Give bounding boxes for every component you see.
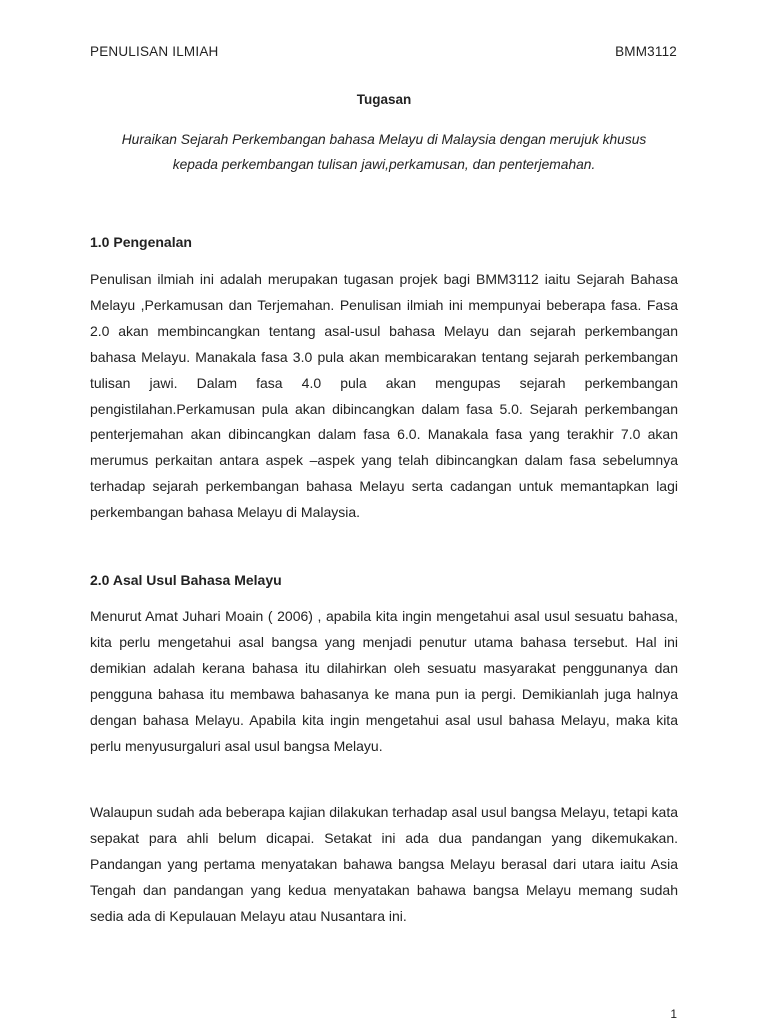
header-course-title: PENULISAN ILMIAH bbox=[90, 44, 219, 59]
assignment-question: Huraikan Sejarah Perkembangan bahasa Melayu di Malaysia dengan merujuk khusus kepada perkembangan tulisan jawi,perkamusan, dan penterjemahan. bbox=[121, 132, 647, 172]
paragraph: Penulisan ilmiah ini adalah merupakan tugasan projek bagi BMM3112 iaitu Sejarah Bahasa Melayu ,Perkamusan dan Terjemahan. Penulisan ilmiah ini mempunyai beberapa fasa. Fasa 2.0 akan membincangkan tentang asal-usul bahasa Melayu dan sejarah perkembangan bahasa Melayu. Manakala fasa 3.0 pula akan membicarakan tentang sejarah perkembangan tulisan jawi. Dalam fasa 4.0 pula akan mengupas sejarah perkembangan pengistilahan.Perkamusan pula akan dibincangkan dalam fasa 5.0. Sejarah perkembangan penterjemahan akan dibincangkan dalam fasa 6.0. Manakala fasa yang terakhir 7.0 akan merumus perkaitan antara aspek –aspek yang telah dibincangkan dalam fasa sebelumnya terhadap sejarah perkembangan bahasa Melayu serta cadangan untuk memantapkan lagi perkembangan bahasa Melayu di Malaysia. bbox=[90, 271, 678, 521]
paragraph: Menurut Amat Juhari Moain ( 2006) , apabila kita ingin mengetahui asal usul sesuatu bahasa, kita perlu mengetahui asal bangsa yang menjadi penutur utama bahasa tersebut. Hal ini demikian adalah kerana bahasa itu dilahirkan oleh sesuatu masyarakat penggunanya dan pengguna bahasa itu membawa bahasanya ke mana pun ia pergi. Demikianlah juga halnya dengan bahasa Melayu. Apabila kita ingin mengetahui asal usul bahasa Melayu, maka kita perlu menyusurgaluri asal usul bangsa Melayu. bbox=[90, 608, 678, 754]
section-pengenalan-body bbox=[90, 267, 678, 526]
section-heading: 2.0 Asal Usul Bahasa Melayu bbox=[90, 572, 282, 588]
page-header bbox=[90, 44, 677, 59]
header-course-code: BMM3112 bbox=[615, 44, 677, 59]
page-number: 1 bbox=[670, 1007, 677, 1021]
section-asal-usul bbox=[90, 570, 678, 590]
section-pengenalan bbox=[90, 232, 678, 252]
section-asal-usul-body-1 bbox=[90, 604, 678, 759]
section-asal-usul-body-2 bbox=[90, 800, 678, 930]
paragraph: Walaupun sudah ada beberapa kajian dilakukan terhadap asal usul bangsa Melayu, tetapi kata sepakat para ahli belum dicapai. Setakat ini ada dua pandangan yang dikemukakan. Pandangan yang pertama menyatakan bahawa bangsa Melayu berasal dari utara iaitu Asia Tengah dan pandangan yang kedua menyatakan bahawa bangsa Melayu memang sudah sedia ada di Kepulauan Melayu atau Nusantara ini. bbox=[90, 804, 678, 924]
document-title: Tugasan bbox=[356, 92, 412, 107]
section-heading: 1.0 Pengenalan bbox=[90, 234, 192, 250]
